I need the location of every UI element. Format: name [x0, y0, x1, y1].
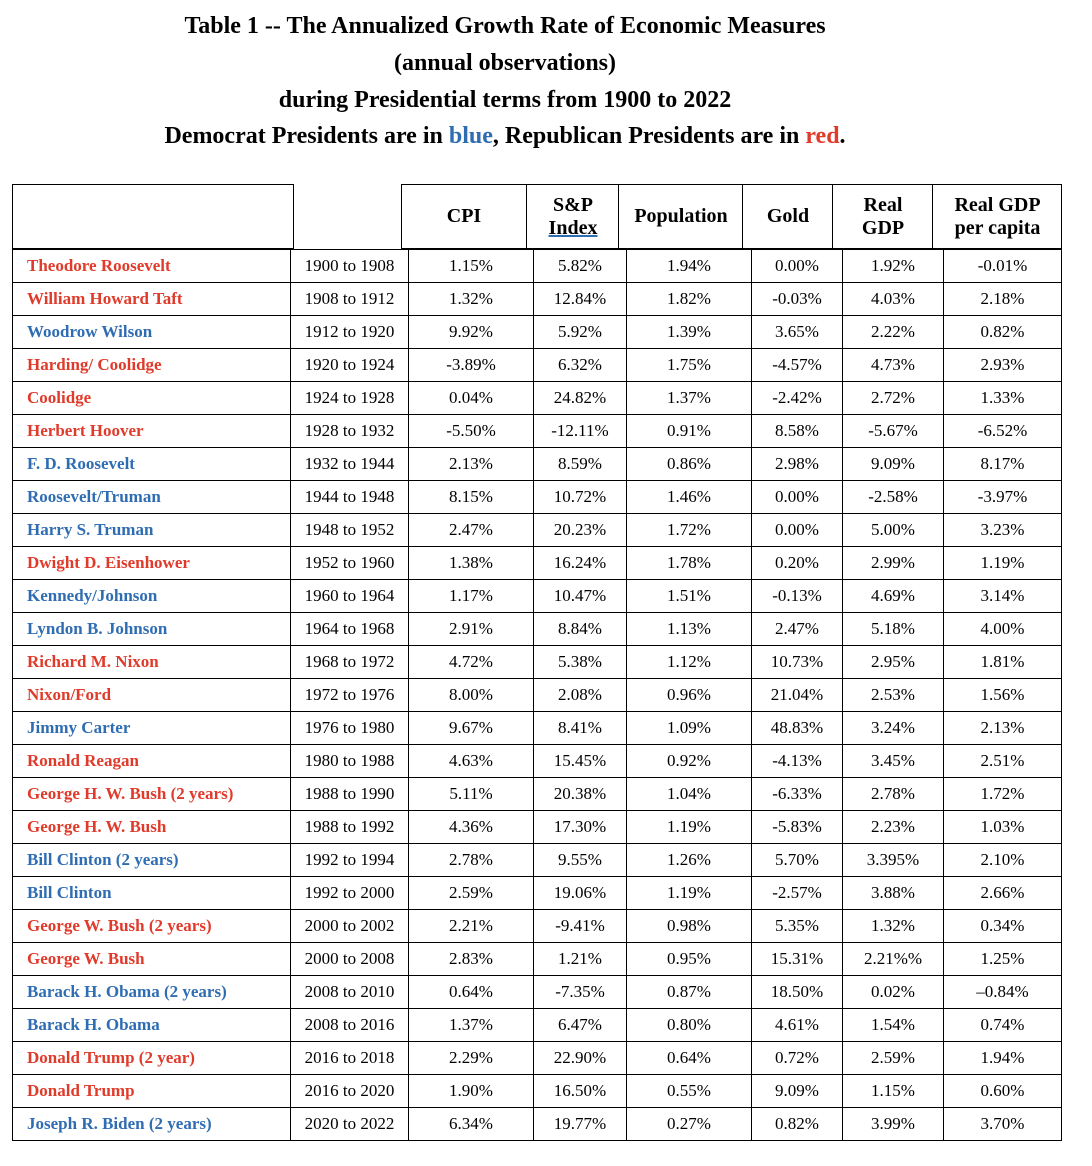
- president-name: George H. W. Bush: [27, 817, 167, 836]
- population-value: 0.86%: [626, 448, 751, 480]
- gold-value: 8.58%: [751, 415, 842, 447]
- real-gdp-per-capita-value: -3.97%: [943, 481, 1061, 513]
- table-row: [13, 382, 1061, 415]
- population-value: 0.55%: [626, 1075, 751, 1107]
- president-name: Harding/ Coolidge: [27, 355, 162, 374]
- president-name: Roosevelt/Truman: [27, 487, 161, 506]
- gold-value: 21.04%: [751, 679, 842, 711]
- real-gdp-value: 3.45%: [842, 745, 943, 777]
- real-gdp-value: 2.22%: [842, 316, 943, 348]
- sp-index-value: 10.72%: [533, 481, 626, 513]
- gold-value: -4.57%: [751, 349, 842, 381]
- term-years: 1900 to 1908: [290, 250, 408, 282]
- gold-value: 5.35%: [751, 910, 842, 942]
- population-value: 0.80%: [626, 1009, 751, 1041]
- term-years: 1952 to 1960: [290, 547, 408, 579]
- real-gdp-per-capita-value: 2.66%: [943, 877, 1061, 909]
- population-value: 0.27%: [626, 1108, 751, 1140]
- term-years: 2016 to 2018: [290, 1042, 408, 1074]
- sp-index-value: -12.11%: [533, 415, 626, 447]
- header-blank-cell: [12, 184, 294, 249]
- population-value: 1.37%: [626, 382, 751, 414]
- title-line-1: Table 1 -- The Annualized Growth Rate of Economic Measures: [184, 13, 826, 39]
- president-name: Donald Trump (2 year): [27, 1048, 195, 1067]
- population-value: 0.92%: [626, 745, 751, 777]
- table-row: [13, 646, 1061, 679]
- term-years: 1932 to 1944: [290, 448, 408, 480]
- term-years: 1960 to 1964: [290, 580, 408, 612]
- sp-index-value: 16.24%: [533, 547, 626, 579]
- sp-index-value: 10.47%: [533, 580, 626, 612]
- gold-value: -0.03%: [751, 283, 842, 315]
- gold-value: 2.98%: [751, 448, 842, 480]
- president-name: Ronald Reagan: [27, 751, 139, 770]
- real-gdp-per-capita-value: 2.18%: [943, 283, 1061, 315]
- cpi-value: 4.63%: [408, 745, 533, 777]
- term-years: 2008 to 2016: [290, 1009, 408, 1041]
- population-value: 0.98%: [626, 910, 751, 942]
- real-gdp-per-capita-value: 2.13%: [943, 712, 1061, 744]
- cpi-value: 1.90%: [408, 1075, 533, 1107]
- real-gdp-value: 2.99%: [842, 547, 943, 579]
- cpi-value: -5.50%: [408, 415, 533, 447]
- sp-index-value: 2.08%: [533, 679, 626, 711]
- gold-value: 0.00%: [751, 481, 842, 513]
- president-name: George W. Bush: [27, 949, 145, 968]
- sp-index-value: 9.55%: [533, 844, 626, 876]
- cpi-value: 9.67%: [408, 712, 533, 744]
- population-value: 1.13%: [626, 613, 751, 645]
- president-name: William Howard Taft: [27, 289, 183, 308]
- legend-middle: , Republican Presidents are in: [492, 123, 806, 149]
- president-name: Bill Clinton (2 years): [27, 850, 179, 869]
- population-value: 1.09%: [626, 712, 751, 744]
- gold-value: -6.33%: [751, 778, 842, 810]
- cpi-value: 1.38%: [408, 547, 533, 579]
- table-row: [13, 910, 1061, 943]
- table-row: [13, 712, 1061, 745]
- president-name: Kennedy/Johnson: [27, 586, 158, 605]
- real-gdp-value: 3.99%: [842, 1108, 943, 1140]
- real-gdp-value: 3.24%: [842, 712, 943, 744]
- real-gdp-per-capita-value: 0.60%: [943, 1075, 1061, 1107]
- gold-value: 10.73%: [751, 646, 842, 678]
- term-years: 1964 to 1968: [290, 613, 408, 645]
- president-name: Bill Clinton: [27, 883, 112, 902]
- table-row: [13, 283, 1061, 316]
- term-years: 1948 to 1952: [290, 514, 408, 546]
- table-row: [13, 844, 1061, 877]
- real-gdp-per-capita-value: 3.70%: [943, 1108, 1061, 1140]
- legend-blue-word: blue: [448, 123, 493, 149]
- table-row: [13, 1009, 1061, 1042]
- table-row: [13, 514, 1061, 547]
- real-gdp-per-capita-value: -0.01%: [943, 250, 1061, 282]
- real-gdp-per-capita-value: 3.23%: [943, 514, 1061, 546]
- sp-index-value: -9.41%: [533, 910, 626, 942]
- gold-value: 4.61%: [751, 1009, 842, 1041]
- real-gdp-per-capita-value: 1.25%: [943, 943, 1061, 975]
- table-row: [13, 877, 1061, 910]
- header-sp-index: [526, 185, 619, 248]
- term-years: 1908 to 1912: [290, 283, 408, 315]
- population-value: 1.94%: [626, 250, 751, 282]
- sp-index-value: 20.23%: [533, 514, 626, 546]
- table-row: [13, 811, 1061, 844]
- president-name: Jimmy Carter: [27, 718, 131, 737]
- real-gdp-value: 3.395%: [842, 844, 943, 876]
- cpi-value: 2.29%: [408, 1042, 533, 1074]
- real-gdp-per-capita-value: 1.94%: [943, 1042, 1061, 1074]
- cpi-value: 9.92%: [408, 316, 533, 348]
- header-cpi: CPI: [446, 205, 482, 227]
- president-name: Lyndon B. Johnson: [27, 619, 168, 638]
- real-gdp-per-capita-value: 2.93%: [943, 349, 1061, 381]
- sp-index-value: 24.82%: [533, 382, 626, 414]
- real-gdp-per-capita-value: 3.14%: [943, 580, 1061, 612]
- legend-prefix: Democrat Presidents are in: [164, 123, 449, 149]
- gold-value: 15.31%: [751, 943, 842, 975]
- cpi-value: 8.15%: [408, 481, 533, 513]
- term-years: 2016 to 2020: [290, 1075, 408, 1107]
- sp-index-value: 22.90%: [533, 1042, 626, 1074]
- header-real-gdp-pc-line1: Real GDP: [954, 193, 1041, 216]
- cpi-value: 1.17%: [408, 580, 533, 612]
- gold-value: 5.70%: [751, 844, 842, 876]
- term-years: 1920 to 1924: [290, 349, 408, 381]
- table-row: [13, 1108, 1061, 1140]
- president-name: Theodore Roosevelt: [27, 256, 171, 275]
- legend-suffix: .: [839, 123, 846, 149]
- term-years: 1912 to 1920: [290, 316, 408, 348]
- table-row: [13, 481, 1061, 514]
- gold-value: 0.82%: [751, 1108, 842, 1140]
- term-years: 1972 to 1976: [290, 679, 408, 711]
- gold-value: -4.13%: [751, 745, 842, 777]
- population-value: 1.19%: [626, 877, 751, 909]
- real-gdp-value: 4.73%: [842, 349, 943, 381]
- real-gdp-per-capita-value: 0.74%: [943, 1009, 1061, 1041]
- population-value: 1.04%: [626, 778, 751, 810]
- sp-index-value: 15.45%: [533, 745, 626, 777]
- real-gdp-value: 5.00%: [842, 514, 943, 546]
- real-gdp-value: 4.69%: [842, 580, 943, 612]
- sp-index-value: 1.21%: [533, 943, 626, 975]
- term-years: 1976 to 1980: [290, 712, 408, 744]
- real-gdp-per-capita-value: 0.82%: [943, 316, 1061, 348]
- sp-index-value: 8.41%: [533, 712, 626, 744]
- real-gdp-per-capita-value: -6.52%: [943, 415, 1061, 447]
- real-gdp-value: 3.88%: [842, 877, 943, 909]
- population-value: 0.91%: [626, 415, 751, 447]
- table-row: [13, 943, 1061, 976]
- table-row: [13, 745, 1061, 778]
- real-gdp-per-capita-value: 1.03%: [943, 811, 1061, 843]
- real-gdp-per-capita-value: 2.10%: [943, 844, 1061, 876]
- title-line-2: (annual observations): [393, 50, 617, 76]
- president-name: Barack H. Obama (2 years): [27, 982, 227, 1001]
- real-gdp-value: 2.21%%: [842, 943, 943, 975]
- gold-value: 0.72%: [751, 1042, 842, 1074]
- table-row: [13, 316, 1061, 349]
- cpi-value: -3.89%: [408, 349, 533, 381]
- term-years: 1944 to 1948: [290, 481, 408, 513]
- sp-index-value: 17.30%: [533, 811, 626, 843]
- term-years: 1924 to 1928: [290, 382, 408, 414]
- gold-value: -0.13%: [751, 580, 842, 612]
- president-name: Dwight D. Eisenhower: [27, 553, 190, 572]
- president-name: George H. W. Bush (2 years): [27, 784, 234, 803]
- real-gdp-per-capita-value: 4.00%: [943, 613, 1061, 645]
- sp-index-value: 20.38%: [533, 778, 626, 810]
- real-gdp-per-capita-value: 1.33%: [943, 382, 1061, 414]
- population-value: 0.96%: [626, 679, 751, 711]
- real-gdp-value: -2.58%: [842, 481, 943, 513]
- real-gdp-value: -5.67%: [842, 415, 943, 447]
- header-real-gdp-pc-line2: per capita: [954, 216, 1041, 239]
- header-real-gdp: [832, 185, 933, 248]
- cpi-value: 2.78%: [408, 844, 533, 876]
- term-years: 2008 to 2010: [290, 976, 408, 1008]
- real-gdp-value: 2.23%: [842, 811, 943, 843]
- sp-index-value: 5.38%: [533, 646, 626, 678]
- table-row: [13, 679, 1061, 712]
- population-value: 0.64%: [626, 1042, 751, 1074]
- president-name: Donald Trump: [27, 1081, 135, 1100]
- real-gdp-value: 1.15%: [842, 1075, 943, 1107]
- gold-value: 0.00%: [751, 250, 842, 282]
- president-name: Richard M. Nixon: [27, 652, 159, 671]
- growth-rate-table: [12, 184, 1062, 1133]
- sp-index-value: 16.50%: [533, 1075, 626, 1107]
- term-years: 1992 to 2000: [290, 877, 408, 909]
- title-line-4: [0, 119, 1010, 156]
- real-gdp-value: 4.03%: [842, 283, 943, 315]
- sp-index-value: 6.47%: [533, 1009, 626, 1041]
- real-gdp-per-capita-value: 1.72%: [943, 778, 1061, 810]
- real-gdp-per-capita-value: 1.19%: [943, 547, 1061, 579]
- table-body: [12, 249, 1062, 1141]
- population-value: 1.51%: [626, 580, 751, 612]
- real-gdp-per-capita-value: 1.81%: [943, 646, 1061, 678]
- table-row: [13, 415, 1061, 448]
- gold-value: -2.57%: [751, 877, 842, 909]
- president-name: Harry S. Truman: [27, 520, 154, 539]
- table-row: [13, 448, 1061, 481]
- cpi-value: 2.91%: [408, 613, 533, 645]
- header-population: Population: [618, 185, 743, 248]
- population-value: 0.87%: [626, 976, 751, 1008]
- real-gdp-value: 1.92%: [842, 250, 943, 282]
- cpi-value: 2.59%: [408, 877, 533, 909]
- real-gdp-value: 1.54%: [842, 1009, 943, 1041]
- table-row: [13, 613, 1061, 646]
- cpi-value: 0.04%: [408, 382, 533, 414]
- population-value: 1.72%: [626, 514, 751, 546]
- gold-value: 48.83%: [751, 712, 842, 744]
- real-gdp-per-capita-value: 1.56%: [943, 679, 1061, 711]
- real-gdp-value: 2.59%: [842, 1042, 943, 1074]
- term-years: 1988 to 1990: [290, 778, 408, 810]
- president-name: Nixon/Ford: [27, 685, 112, 704]
- sp-index-value: 19.06%: [533, 877, 626, 909]
- gold-value: -2.42%: [751, 382, 842, 414]
- sp-index-value: 5.92%: [533, 316, 626, 348]
- term-years: 1928 to 1932: [290, 415, 408, 447]
- cpi-value: 0.64%: [408, 976, 533, 1008]
- gold-value: 18.50%: [751, 976, 842, 1008]
- sp-index-value: 6.32%: [533, 349, 626, 381]
- president-name: George W. Bush (2 years): [27, 916, 212, 935]
- gold-value: 2.47%: [751, 613, 842, 645]
- title-line-3: during Presidential terms from 1900 to 2022: [278, 87, 732, 113]
- population-value: 1.26%: [626, 844, 751, 876]
- term-years: 1992 to 1994: [290, 844, 408, 876]
- cpi-value: 2.47%: [408, 514, 533, 546]
- gold-value: 9.09%: [751, 1075, 842, 1107]
- header-real-gdp-per-capita: [932, 185, 1062, 248]
- population-value: 1.78%: [626, 547, 751, 579]
- sp-index-value: -7.35%: [533, 976, 626, 1008]
- table-row: [13, 349, 1061, 382]
- cpi-value: 1.37%: [408, 1009, 533, 1041]
- real-gdp-per-capita-value: 0.34%: [943, 910, 1061, 942]
- sp-index-value: 5.82%: [533, 250, 626, 282]
- header-real-gdp-line1: Real: [863, 193, 903, 216]
- table-row: [13, 1042, 1061, 1075]
- president-name: Coolidge: [27, 388, 92, 407]
- population-value: 1.75%: [626, 349, 751, 381]
- real-gdp-value: 0.02%: [842, 976, 943, 1008]
- sp-index-value: 8.59%: [533, 448, 626, 480]
- real-gdp-value: 2.95%: [842, 646, 943, 678]
- gold-value: -5.83%: [751, 811, 842, 843]
- real-gdp-value: 2.78%: [842, 778, 943, 810]
- term-years: 2000 to 2002: [290, 910, 408, 942]
- president-name: Barack H. Obama: [27, 1015, 160, 1034]
- population-value: 1.19%: [626, 811, 751, 843]
- cpi-value: 1.32%: [408, 283, 533, 315]
- real-gdp-value: 5.18%: [842, 613, 943, 645]
- term-years: 2000 to 2008: [290, 943, 408, 975]
- table-row: [13, 250, 1061, 283]
- gold-value: 0.20%: [751, 547, 842, 579]
- real-gdp-value: 1.32%: [842, 910, 943, 942]
- population-value: 0.95%: [626, 943, 751, 975]
- sp-index-value: 12.84%: [533, 283, 626, 315]
- header-sp-line2: Index: [548, 216, 598, 239]
- table-row: [13, 580, 1061, 613]
- term-years: 2020 to 2022: [290, 1108, 408, 1140]
- header-real-gdp-line2: GDP: [861, 216, 905, 239]
- cpi-value: 2.83%: [408, 943, 533, 975]
- table-header: [12, 184, 1062, 249]
- legend-red-word: red: [805, 123, 840, 149]
- header-gold: Gold: [742, 185, 833, 248]
- sp-index-value: 19.77%: [533, 1108, 626, 1140]
- real-gdp-per-capita-value: 2.51%: [943, 745, 1061, 777]
- cpi-value: 1.15%: [408, 250, 533, 282]
- cpi-value: 2.21%: [408, 910, 533, 942]
- cpi-value: 2.13%: [408, 448, 533, 480]
- president-name: F. D. Roosevelt: [27, 454, 135, 473]
- president-name: Woodrow Wilson: [27, 322, 153, 341]
- table-row: [13, 778, 1061, 811]
- cpi-value: 4.36%: [408, 811, 533, 843]
- real-gdp-value: 2.53%: [842, 679, 943, 711]
- cpi-value: 5.11%: [408, 778, 533, 810]
- sp-index-value: 8.84%: [533, 613, 626, 645]
- gold-value: 0.00%: [751, 514, 842, 546]
- term-years: 1980 to 1988: [290, 745, 408, 777]
- population-value: 1.39%: [626, 316, 751, 348]
- real-gdp-per-capita-value: 8.17%: [943, 448, 1061, 480]
- term-years: 1968 to 1972: [290, 646, 408, 678]
- real-gdp-value: 2.72%: [842, 382, 943, 414]
- table-row: [13, 1075, 1061, 1108]
- table-row: [13, 547, 1061, 580]
- real-gdp-per-capita-value: –0.84%: [943, 976, 1061, 1008]
- real-gdp-value: 9.09%: [842, 448, 943, 480]
- header-cells: [401, 184, 1062, 249]
- table-row: [13, 976, 1061, 1009]
- population-value: 1.82%: [626, 283, 751, 315]
- president-name: Herbert Hoover: [27, 421, 144, 440]
- population-value: 1.46%: [626, 481, 751, 513]
- cpi-value: 4.72%: [408, 646, 533, 678]
- term-years: 1988 to 1992: [290, 811, 408, 843]
- president-name: Joseph R. Biden (2 years): [27, 1114, 212, 1133]
- population-value: 1.12%: [626, 646, 751, 678]
- cpi-value: 6.34%: [408, 1108, 533, 1140]
- cpi-value: 8.00%: [408, 679, 533, 711]
- header-sp-line1: S&P: [553, 193, 593, 216]
- table-title: [0, 8, 1010, 156]
- gold-value: 3.65%: [751, 316, 842, 348]
